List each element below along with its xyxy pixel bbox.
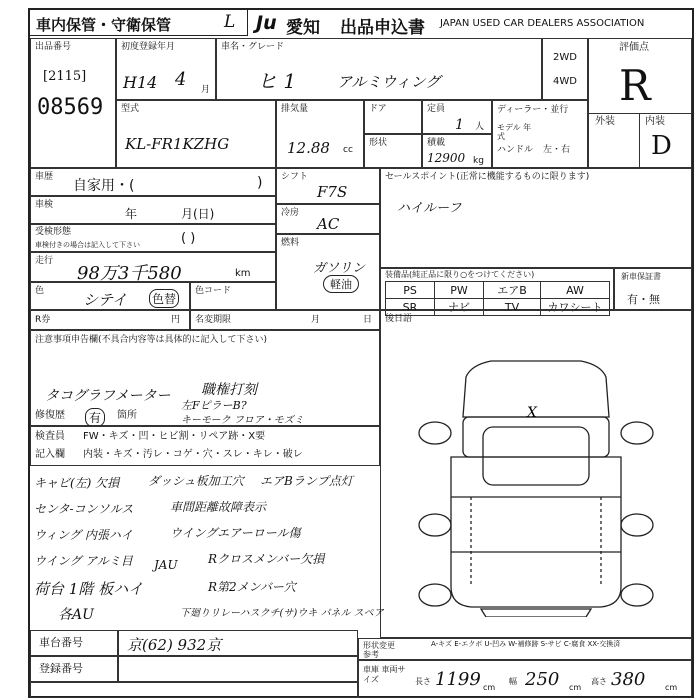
ac-value: AC xyxy=(317,215,340,233)
hand-note-3: エアBランプ点灯 xyxy=(260,474,353,488)
recycle-box xyxy=(30,310,190,330)
fuel-value-2: 軽油 xyxy=(323,275,359,293)
equipment-box xyxy=(380,268,614,314)
dealer-label: ディーラー・並行 xyxy=(497,105,569,115)
hand-note-2: ダッシュ板加工穴 xyxy=(148,474,244,488)
model-year-label: モデル 年式 xyxy=(497,123,532,141)
load-value: 12900 xyxy=(427,151,466,165)
tax-month: 月 xyxy=(311,315,321,325)
mileage-unit: km xyxy=(235,268,251,279)
type-code-value: KL-FR1KZHG xyxy=(125,135,230,153)
sales-point-box xyxy=(380,168,692,268)
int-rating-value: D xyxy=(651,131,672,161)
brand-name: 愛知 xyxy=(286,18,320,38)
repair-label: 修復歴 xyxy=(35,410,65,421)
length-label: 長さ xyxy=(415,677,431,686)
transfer-note: 車検付きの場合は記入して下さい xyxy=(35,241,140,249)
history-box xyxy=(30,168,276,196)
chassis-value: 京(62) 932京 xyxy=(127,636,222,654)
notes-line-3: 左FピラーB? xyxy=(181,399,247,412)
lot-box xyxy=(30,38,116,168)
handle-lr: 左・右 xyxy=(543,145,571,155)
displacement-box xyxy=(276,100,364,168)
type-code-label: 型式 xyxy=(121,104,140,114)
dealer-box xyxy=(492,100,588,168)
notes-line-1: タコグラフメーター xyxy=(45,388,171,404)
registration-month: 4 xyxy=(175,69,187,90)
shift-value: F7S xyxy=(317,183,348,201)
month-unit: 月 xyxy=(201,85,211,95)
reg-label: 登録番号 xyxy=(39,662,83,675)
fuel-value: ガソリン xyxy=(313,261,366,276)
fuel-label: 燃料 xyxy=(281,238,300,248)
hand-note-5: 車間距離故障表示 xyxy=(170,500,267,514)
association-name: JAPAN USED CAR DEALERS ASSOCIATION xyxy=(440,18,645,29)
tax-label: 名変期限 xyxy=(195,315,232,325)
mileage-value: 98万3千580 xyxy=(77,263,182,284)
color-value: シテイ xyxy=(83,291,127,309)
int-label: 内装 xyxy=(645,116,665,127)
type-code-box xyxy=(116,100,276,168)
vehicle-size-label: 車庫 車両サイズ xyxy=(363,665,406,684)
lot-sub-number: [2115] xyxy=(43,69,87,84)
recycle-label: R券 xyxy=(35,315,51,325)
vehicle-size-box xyxy=(358,660,692,698)
capacity-value: 1 xyxy=(455,117,464,133)
storage-type-label: 車内保管・守衛保管 xyxy=(36,16,172,34)
cab-roof-outline xyxy=(483,427,589,485)
tax-box xyxy=(190,310,380,330)
rating-box xyxy=(588,38,692,168)
drive-box xyxy=(542,38,588,100)
auction-form xyxy=(28,8,694,698)
rating-divider xyxy=(589,113,691,114)
color-change-circled: 色替 xyxy=(149,289,179,308)
shift-box xyxy=(276,168,380,204)
drive-2wd: 2WD xyxy=(553,52,577,63)
model-box xyxy=(216,38,542,100)
shift-label: シフト xyxy=(281,172,309,182)
model-label: 車名・グレード xyxy=(221,42,285,52)
repair-value: 有 xyxy=(85,408,105,427)
registration-year: H14 xyxy=(123,73,158,92)
notes-line-4: キーモーク フロア・モズミ xyxy=(181,415,304,426)
history-value: 自家用・( xyxy=(73,178,135,194)
history-label: 車歴 xyxy=(35,172,54,182)
model-name: ヒ 1 xyxy=(257,69,297,93)
rear-left-wheel-1 xyxy=(419,514,451,536)
height-label: 高さ xyxy=(591,677,607,686)
shape-box xyxy=(364,134,422,168)
inspector-row-2: 内装・キズ・汚レ・コゲ・穴・スレ・キレ・破レ xyxy=(83,449,303,460)
shape-change-ref: 参考 xyxy=(363,650,379,659)
hand-note-6: ウィング 内張ハイ xyxy=(34,528,133,542)
handle-label: ハンドル xyxy=(497,145,534,155)
rating-label: 評価点 xyxy=(619,42,649,53)
hand-note-12: R第2メンバー穴 xyxy=(208,580,296,594)
equipment-ps: PS xyxy=(386,282,435,299)
width-value: 250 xyxy=(525,669,560,690)
color-code-box xyxy=(190,282,276,310)
load-unit: kg xyxy=(473,156,484,166)
load-label: 積載 xyxy=(427,138,446,148)
inspection-month: 月(日) xyxy=(181,207,215,221)
load-box xyxy=(422,134,492,168)
damage-mark: X xyxy=(527,405,537,421)
shape-change-box xyxy=(358,638,692,660)
notes-box xyxy=(30,330,380,426)
mileage-box xyxy=(30,252,276,282)
transfer-paren: ( ) xyxy=(181,231,196,246)
equipment-label: 装備品(純正品に限り○をつけてください) xyxy=(385,270,535,279)
inspection-label: 車検 xyxy=(35,200,54,210)
diagram-box xyxy=(380,310,692,648)
hand-note-9: JAU xyxy=(154,558,178,572)
storage-type-mark: L xyxy=(224,12,236,32)
capacity-label: 定員 xyxy=(427,104,446,114)
chassis-label-box xyxy=(30,630,118,656)
hand-note-11: 荷台 1階 板ハイ xyxy=(34,580,144,598)
displacement-label: 排気量 xyxy=(281,104,309,114)
inspection-box xyxy=(30,196,276,224)
rating-split xyxy=(639,113,640,169)
capacity-box xyxy=(422,100,492,134)
hand-note-1: キャビ(左) 欠損 xyxy=(34,476,120,490)
equipment-airbag: エアB xyxy=(484,282,541,299)
sales-point-value: ハイルーフ xyxy=(397,201,462,216)
legend-text: A-キズ E-エクボ U-凹み W-補修跡 S-サビ C-腐食 XX-交換済 xyxy=(431,640,621,648)
hood-outline xyxy=(463,417,609,457)
repair-part-label: 箇所 xyxy=(117,410,137,421)
hand-note-14: 下廻りリレーハスクチ(サ)ウキ パネル スペア xyxy=(180,608,384,619)
hand-note-7: ウイングエアーロール傷 xyxy=(170,526,301,540)
brand-logo: Ju xyxy=(256,12,277,34)
warranty-value: 有・無 xyxy=(627,293,660,306)
equipment-sr: SR xyxy=(386,299,435,316)
storage-type-box xyxy=(30,10,248,36)
shape-change-label: 形状変更 xyxy=(363,641,395,650)
width-unit: cm xyxy=(569,683,582,692)
notes-line-2: 職権打刻 xyxy=(201,382,257,398)
warranty-label: 新車保証書 xyxy=(621,272,661,281)
inspector-label-2: 記入欄 xyxy=(35,449,65,460)
inspector-box xyxy=(30,426,380,466)
fuel-box xyxy=(276,234,380,310)
recycle-unit: 円 xyxy=(171,315,181,325)
length-value: 1199 xyxy=(435,669,481,690)
capacity-unit: 人 xyxy=(475,122,485,132)
ext-label: 外装 xyxy=(595,116,615,127)
inspector-row-1: FW・キズ・凹・ヒビ割・リペア跡・X要 xyxy=(83,431,266,442)
equipment-tv: TV xyxy=(484,299,541,316)
equipment-aw: AW xyxy=(541,282,610,299)
front-left-wheel xyxy=(419,422,451,444)
height-value: 380 xyxy=(611,669,646,690)
chassis-label: 車台番号 xyxy=(39,636,83,649)
registration-label: 初度登録年月 xyxy=(121,42,176,52)
reg-value-box xyxy=(118,656,358,682)
color-label: 色 xyxy=(35,286,45,296)
lot-number: 08569 xyxy=(37,95,104,120)
length-unit: cm xyxy=(483,683,496,692)
rear-right-wheel-1 xyxy=(621,514,653,536)
drive-4wd: 4WD xyxy=(553,76,577,87)
transfer-box xyxy=(30,224,276,252)
notes-label: 注意事項申告欄(不具合内容等は具体的に記入して下さい) xyxy=(35,335,268,345)
sales-point-label: セールスポイント(正常に機能するものに限ります) xyxy=(385,172,590,182)
rear-left-wheel-2 xyxy=(419,584,451,606)
equipment-pw: PW xyxy=(435,282,484,299)
transfer-label: 受検形態 xyxy=(35,227,72,237)
door-label: ドア xyxy=(369,104,387,114)
equipment-leather: カワシート xyxy=(541,299,610,316)
shape-label: 形状 xyxy=(369,138,388,148)
lot-label: 出品番号 xyxy=(35,42,72,52)
reg-label-box xyxy=(30,656,118,682)
model-grade: アルミウィング xyxy=(337,73,441,91)
height-unit: cm xyxy=(665,683,678,692)
rear-label: 後日語 xyxy=(385,314,413,324)
displacement-unit: cc xyxy=(343,145,353,155)
form-title: 出品申込書 xyxy=(340,18,425,38)
equipment-navi: ナビ xyxy=(435,299,484,316)
inspector-label-1: 検査員 xyxy=(35,431,65,442)
ac-box xyxy=(276,204,380,234)
tax-day: 日 xyxy=(363,315,373,325)
rear-right-wheel-2 xyxy=(621,584,653,606)
mileage-label: 走行 xyxy=(35,256,54,266)
vehicle-diagram xyxy=(411,347,661,617)
chassis-value-box xyxy=(118,630,358,656)
color-box xyxy=(30,282,190,310)
hand-note-8: ウイング アルミ目 xyxy=(34,554,133,568)
handwritten-notes xyxy=(30,466,384,626)
hand-note-4: センタ-コンソルス xyxy=(34,502,134,516)
inspection-year: 年 xyxy=(125,207,138,221)
warranty-box xyxy=(614,268,692,310)
door-box xyxy=(364,100,422,134)
registration-box xyxy=(116,38,216,100)
color-code-label: 色コード xyxy=(195,286,232,296)
hand-note-13: 各AU xyxy=(58,607,94,623)
front-right-wheel xyxy=(621,422,653,444)
ac-label: 冷房 xyxy=(281,208,300,218)
hand-note-10: Rクロスメンバー欠損 xyxy=(208,552,325,566)
width-label: 幅 xyxy=(509,677,517,686)
extra-row xyxy=(30,682,358,698)
history-close: ) xyxy=(257,175,263,191)
rating-value: R xyxy=(619,61,651,110)
displacement-value: 12.88 xyxy=(287,139,330,157)
cargo-body-outline xyxy=(451,457,621,607)
